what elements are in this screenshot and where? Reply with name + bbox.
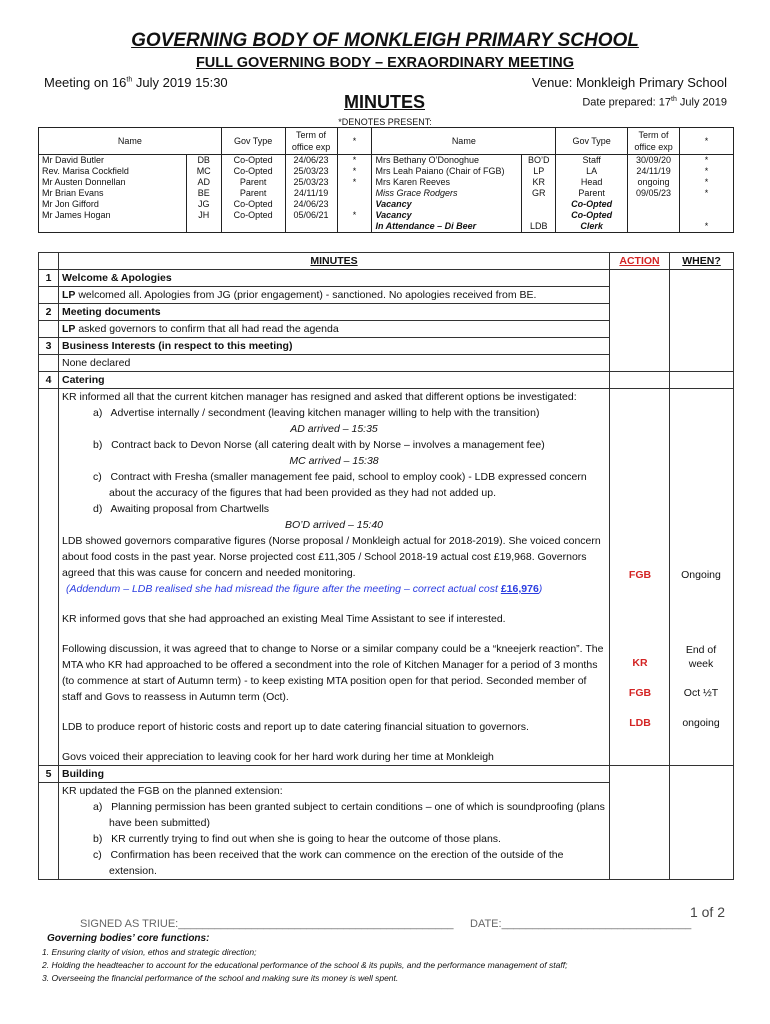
minutes-col-header: MINUTES: [59, 253, 610, 270]
meeting-type: FULL GOVERNING BODY – EXRAORDINARY MEETING: [195, 55, 575, 71]
attendance-cell: [628, 199, 680, 210]
attendance-row: [39, 210, 734, 221]
attendance-cell: Co-Opted: [221, 166, 285, 177]
attendance-cell: [680, 199, 734, 210]
attendance-cell: Co-Opted: [556, 210, 628, 221]
governor-name: Mr Austen Donnellan: [39, 177, 187, 188]
denotes-present: *DENOTES PRESENT:: [338, 117, 432, 127]
attendance-cell: JH: [186, 210, 221, 221]
governor-name: Rev. Marisa Cockfield: [39, 166, 187, 177]
attendance-cell: Parent: [221, 188, 285, 199]
attendance-header-row: Name Gov Type Term of office exp * Name Gov Type Term of office exp *: [39, 128, 734, 155]
attendance-cell: KR: [522, 177, 556, 188]
attendance-cell: 25/03/23: [285, 166, 337, 177]
attendance-cell: 24/06/23: [285, 155, 337, 167]
venue: Venue: Monkleigh Primary School: [531, 75, 727, 90]
attendance-cell: [221, 221, 285, 233]
attendance-cell: [285, 221, 337, 233]
attendance-cell: AD: [186, 177, 221, 188]
catering-body: KR informed all that the current kitchen manager has resigned and asked that different options be investigated: a) Advertise internally / secondment (leaving kitchen manager willing to help with the transition) AD arrived – 15:35 b) Contract back to Devon Norse (all catering dealt with by Norse – involves a management fee) MC arrived – 15:38 c) Contract with Fresha (smaller management fee paid, school to employ cook) - LDB expressed concern about the accuracy of the figures that had been provided as they had not added up. d) Awaiting proposal from Chartwells BO’D arrived – 15:40 LDB showed governors comparative figures (Norse proposal / Monkleigh actual for 2018-2019). She voiced concern about food costs in the past year. Norse projected cost £11,305 / School 2018-19 actual cost £19,968. Governors agreed that this was cause for concern and needed monitoring. (Addendum – LDB realised she had misread the figure after the meeting – correct actual cost £16,976) KR informed govs that she had approached an existing Meal Time Assistant to see if interested. Following discussion, it was agreed that to change to Norse or a similar company could be a “kneejerk reaction”. The MTA who KR had approached to be offered a secondment into the role of Kitchen Manager for a period of 3 months (to commence at start of Autumn term) - to keep existing MTA position open for that period. Seconded member of staff and Govs to reassess in Autumn term (Oct). LDB to produce report of historic costs and report up to date catering financial situation to governors. Govs voiced their appreciation to leaving cook for her hard work during her time at Monkleigh: [59, 389, 610, 766]
attendance-row: [39, 155, 734, 167]
attendance-cell: DB: [186, 155, 221, 167]
page-number: 1 of 2: [689, 904, 725, 920]
attendance-cell: Co-Opted: [221, 199, 285, 210]
date-prepared: Date prepared: 17th July 2019: [582, 96, 727, 109]
governor-name: Mr Brian Evans: [39, 188, 187, 199]
catering-when: Ongoing End of week Oct ½T ongoing: [670, 389, 734, 766]
attendance-cell: Head: [556, 177, 628, 188]
attendance-cell: *: [680, 177, 734, 188]
attendance-row: [39, 177, 734, 188]
addendum: (Addendum – LDB realised she had misread the figure after the meeting – correct actual cost £16,976): [66, 583, 543, 595]
attendance-cell: ongoing: [628, 177, 680, 188]
governor-name: Mrs Bethany O’Donoghue: [372, 155, 522, 167]
attendance-cell: 25/03/23: [285, 177, 337, 188]
governor-name: [39, 221, 187, 233]
attendance-cell: *: [337, 210, 372, 221]
attendance-cell: *: [680, 155, 734, 167]
governor-name: Vacancy: [372, 199, 522, 210]
attendance-row: [39, 188, 734, 199]
attendance-cell: Parent: [556, 188, 628, 199]
attendance-cell: 24/11/19: [628, 166, 680, 177]
governor-name: Mr James Hogan: [39, 210, 187, 221]
item-text: None declared: [59, 355, 610, 372]
attendance-cell: 24/11/19: [285, 188, 337, 199]
action-col-header: ACTION: [610, 253, 670, 270]
attendance-cell: GR: [522, 188, 556, 199]
item-title: Welcome & Apologies: [59, 270, 610, 287]
core-functions-title: Governing bodies’ core functions:: [47, 933, 210, 944]
date-line: DATE:_______________________________: [470, 918, 692, 930]
item-title: Building: [59, 766, 610, 783]
attendance-cell: *: [337, 166, 372, 177]
attendance-cell: [337, 221, 372, 233]
attendance-cell: 05/06/21: [285, 210, 337, 221]
attendance-row: [39, 166, 734, 177]
attendance-cell: *: [337, 177, 372, 188]
attendance-cell: 24/06/23: [285, 199, 337, 210]
when-col-header: WHEN?: [670, 253, 734, 270]
attendance-cell: [522, 199, 556, 210]
item-text: LP asked governors to confirm that all had read the agenda: [59, 321, 610, 338]
attendance-cell: Staff: [556, 155, 628, 167]
attendance-cell: [680, 210, 734, 221]
attendance-cell: LDB: [522, 221, 556, 233]
attendance-cell: Co-Opted: [556, 199, 628, 210]
attendance-cell: 09/05/23: [628, 188, 680, 199]
minutes-table: MINUTES ACTION WHEN? 1 Welcome & Apologies LP welcomed all. Apologies from JG (prior engagement) - sanctioned. No apologies received from BE. 2 Meeting documents LP asked governors to confirm that all had read the agenda 3 Business Interests (in respect to this meeting) None declared 4 Catering KR informed all that the current kitchen manager has resigned and asked that different options be investigated: a) Advertise internally / secondment (leaving kitchen manager willing to help with the transition) AD arrived – 15:35 b) Contract back to Devon Norse (all catering dealt with by Norse – involves a management fee) MC arrived – 15:38 c) Contract with Fresha (smaller management fee paid, school to employ cook) - LDB expressed concern about the accuracy of the figures that had been provided as they had not added up. d) Awaiting proposal from Chartwells BO’D arrived – 15:40 LDB showed governors comparative figures (Norse proposal / Monkleigh actual for 2018-2019). She voiced concern about food costs in the past year. Norse projected cost £11,305 / School 2018-19 actual cost £19,968. Governors agreed that this was cause for concern and needed monitoring. (Addendum – LDB realised she had misread the figure after the meeting – correct actual cost £16,976) KR informed govs that she had approached an existing Meal Time Assistant to see if interested. Following discussion, it was agreed that to change to Norse or a similar company could be a “kneejerk reaction”. The MTA who KR had approached to be offered a secondment into the role of Kitchen Manager for a period of 3 months (to commence at start of Autumn term) - to keep existing MTA position open for that period. Seconded member of staff and Govs to reassess in Autumn term (Oct). LDB to produce report of historic costs and report up to date catering financial situation to governors. Govs voiced their appreciation to leaving cook for her hard work during her time at Monkleigh FGB KR FGB LDB Ongoing End of week Oct ½T ongoing 5 Building KR updated the FGB on the planned extension: a) Planning permission has been granted subject to certain conditions – one of which is soundproofing (plans have been submitted) b) KR currently trying to find out when she is going to hear the outcome of those plans. c) Confirmation has been received that the work can commence on the erection of the outside of the extension.: [38, 252, 734, 880]
attendance-cell: Co-Opted: [221, 155, 285, 167]
governor-name: Mr David Butler: [39, 155, 187, 167]
governor-name: Mrs Karen Reeves: [372, 177, 522, 188]
attendance-table: [38, 127, 734, 233]
attendance-cell: LP: [522, 166, 556, 177]
core-functions-list: 1. Ensuring clarity of vision, ethos and strategic direction; 2. Holding the headteacher to account for the educational performance of the school & its pupils, and the performance management of staff; 3. Overseeing the financial performance of the school and making sure its money is well spent.: [42, 947, 568, 983]
catering-actions: FGB KR FGB LDB: [610, 389, 670, 766]
attendance-cell: *: [680, 188, 734, 199]
meeting-date: Meeting on 16th July 2019 15:30: [44, 75, 228, 90]
attendance-cell: Parent: [221, 177, 285, 188]
attendance-cell: *: [680, 166, 734, 177]
attendance-cell: MC: [186, 166, 221, 177]
item-title: Business Interests (in respect to this meeting): [59, 338, 610, 355]
document-title: GOVERNING BODY OF MONKLEIGH PRIMARY SCHOOL: [131, 30, 639, 51]
governor-name: Vacancy: [372, 210, 522, 221]
attendance-cell: LA: [556, 166, 628, 177]
signed-line: SIGNED AS TRIUE:_____________________________________________: [80, 918, 454, 930]
attendance-cell: [522, 210, 556, 221]
item-title: Meeting documents: [59, 304, 610, 321]
governor-name: Mrs Leah Paiano (Chair of FGB): [372, 166, 522, 177]
attendance-cell: BO’D: [522, 155, 556, 167]
attendance-cell: Co-Opted: [221, 210, 285, 221]
attendance-cell: Clerk: [556, 221, 628, 233]
attendance-cell: 30/09/20: [628, 155, 680, 167]
attendance-row: [39, 199, 734, 210]
attendance-cell: JG: [186, 199, 221, 210]
attendance-cell: [337, 188, 372, 199]
item-title: Catering: [59, 372, 610, 389]
building-body: KR updated the FGB on the planned extension: a) Planning permission has been granted subject to certain conditions – one of which is soundproofing (plans have been submitted) b) KR currently trying to find out when she is going to hear the outcome of those plans. c) Confirmation has been received that the work can commence on the erection of the outside of the extension.: [59, 783, 610, 880]
attendance-cell: *: [680, 221, 734, 233]
attendance-cell: BE: [186, 188, 221, 199]
item-text: LP welcomed all. Apologies from JG (prior engagement) - sanctioned. No apologies received from BE.: [59, 287, 610, 304]
minutes-heading: MINUTES: [344, 92, 425, 112]
governor-name: Mr Jon Gifford: [39, 199, 187, 210]
attendance-cell: [628, 221, 680, 233]
attendance-cell: *: [337, 155, 372, 167]
governor-name: Miss Grace Rodgers: [372, 188, 522, 199]
attendance-cell: [628, 210, 680, 221]
governor-name: In Attendance – Di Beer: [372, 221, 522, 233]
attendance-cell: [186, 221, 221, 233]
attendance-row: [39, 221, 734, 233]
attendance-cell: [337, 199, 372, 210]
